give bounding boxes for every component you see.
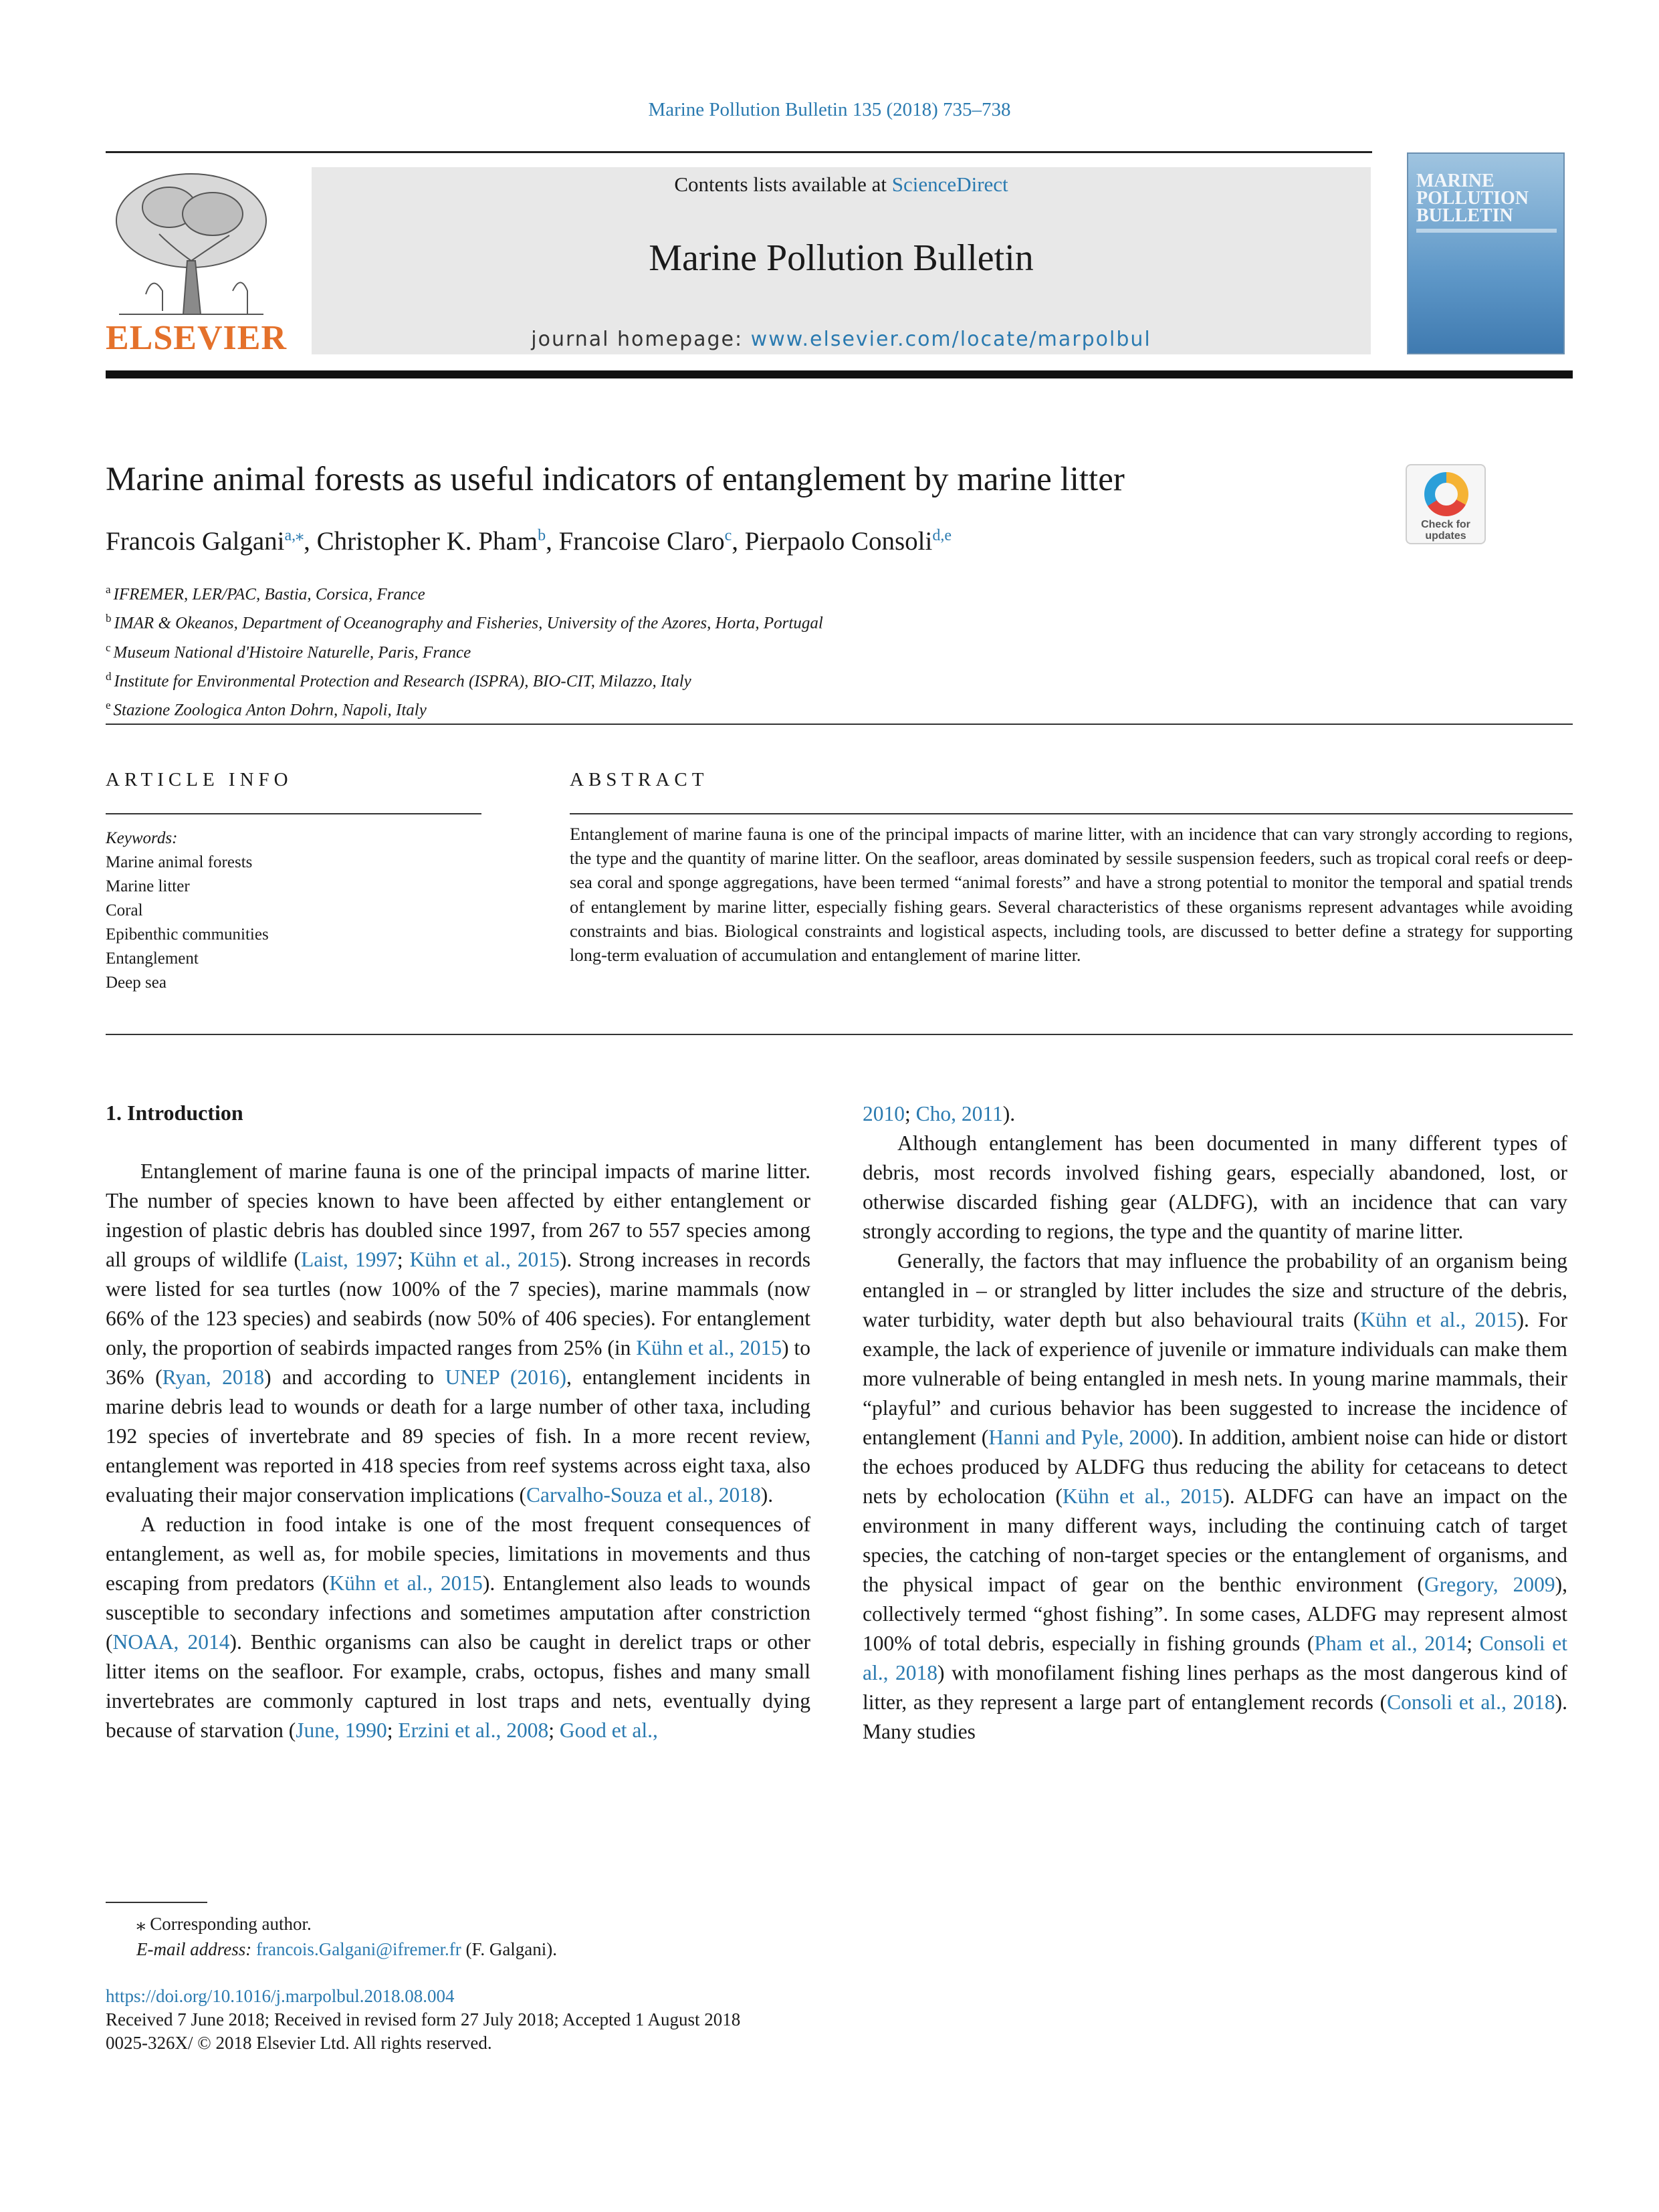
paragraph-text: , entanglement incidents in marine debris lead to wounds or death for a large number of other taxa, including 192 species of invertebrate and 89 species of fish. In a more recent review, entanglement was reported in 418 species from reef systems across eight taxa, also evaluating their major conservation implications (	[106, 1365, 810, 1507]
body-paragraph	[106, 1510, 810, 1745]
affiliation-item	[106, 578, 823, 606]
body-paragraph	[106, 1157, 810, 1510]
paragraph-text: ), collectively termed “ghost fishing”. In some cases, ALDFG may represent almost 100% of total debris, especially in fishing grounds (	[863, 1573, 1567, 1655]
affiliation-item	[106, 665, 823, 693]
footnote-block	[106, 1911, 557, 1962]
footnote-rule	[106, 1902, 207, 1903]
author-affiliation-marker[interactable]: b	[538, 527, 546, 544]
corresponding-author-note: ⁎ Corresponding author.	[136, 1914, 312, 1934]
header-thick-rule	[106, 370, 1573, 378]
email-line	[106, 1937, 557, 1962]
citation-link[interactable]: Kühn et al., 2015	[1360, 1308, 1517, 1331]
citation-link[interactable]: Kühn et al., 2015	[329, 1571, 483, 1595]
affiliation-text: IFREMER, LER/PAC, Bastia, Corsica, France	[113, 585, 425, 604]
author-name: Francois Galgani	[106, 527, 285, 556]
author-separator: ,	[304, 527, 317, 556]
affiliation-text: Stazione Zoologica Anton Dohrn, Napoli, Italy	[113, 701, 427, 720]
citation-link[interactable]: UNEP (2016)	[445, 1365, 566, 1389]
citation-link[interactable]: Erzini et al., 2008	[398, 1719, 549, 1742]
citation-link[interactable]: Cho, 2011	[915, 1102, 1003, 1125]
email-label: E-mail address:	[136, 1939, 256, 1959]
cover-divider	[1416, 229, 1557, 233]
paragraph-text: Generally, the factors that may influence the probability of an organism being entangled in – or strangled by litter includes the size and structure of the debris, water turbidity, water depth but also behavioural traits (	[863, 1249, 1567, 1331]
affiliation-list	[106, 578, 823, 723]
citation-link[interactable]: NOAA, 2014	[112, 1630, 230, 1654]
elsevier-logo[interactable]	[106, 167, 287, 361]
affiliation-marker: c	[106, 641, 111, 654]
citation-link[interactable]: Consoli et al., 2018	[863, 1632, 1567, 1684]
check-for-updates-button[interactable]	[1406, 464, 1486, 544]
author-list	[106, 526, 952, 556]
paragraph-text: ). For example, the lack of experience of juvenile or immature individuals can make them more vulnerable of being entangled in mesh nets. In young marine mammals, their “playful” and curious behavior has been suggested to increase the incidence of entanglement (	[863, 1308, 1568, 1449]
affiliation-text: Institute for Environmental Protection and Research (ISPRA), BIO-CIT, Milazzo, Italy	[114, 672, 691, 691]
paragraph-text: ). Many studies	[863, 1690, 1567, 1743]
citation-link[interactable]: Pham et al., 2014	[1314, 1632, 1467, 1655]
citation-link[interactable]: Consoli et al., 2018	[1387, 1690, 1555, 1714]
author-affiliation-marker[interactable]: c	[724, 527, 732, 544]
tree-icon	[106, 167, 277, 318]
body-column-left	[106, 1098, 810, 1745]
citation-link[interactable]: Good et al.,	[559, 1719, 658, 1742]
paragraph-text: Entanglement of marine fauna is one of the principal impacts of marine litter. The number of species known to have been affected by either entanglement or ingestion of plastic debris has doubled since 1997, from 267 to 557 species among all groups of wildlife (	[106, 1159, 810, 1271]
affiliation-item	[106, 606, 823, 635]
author-separator: ,	[732, 527, 745, 556]
affiliation-marker: d	[106, 669, 112, 683]
keywords-block	[106, 826, 269, 995]
publisher-wordmark: ELSEVIER	[106, 319, 287, 357]
author-separator: ,	[546, 527, 559, 556]
journal-cover-thumbnail[interactable]	[1407, 152, 1565, 354]
author-name: Francoise Claro	[558, 527, 725, 556]
paragraph-text: ). Entanglement also leads to wounds susceptible to secondary infections and sometimes amputation after constriction (	[106, 1571, 811, 1654]
affiliation-marker: a	[106, 583, 111, 596]
cover-title: MARINE POLLUTION BULLETIN	[1416, 171, 1529, 226]
article-info-heading: ARTICLE INFO	[106, 769, 293, 790]
journal-name: Marine Pollution Bulletin	[649, 237, 1034, 279]
keyword-item: Marine animal forests	[106, 853, 253, 871]
author-affiliation-marker[interactable]: d,e	[932, 527, 952, 544]
body-paragraph	[863, 1246, 1567, 1747]
paragraph-text: ) to 36% (	[106, 1336, 810, 1389]
keywords-label: Keywords:	[106, 829, 178, 847]
citation-link[interactable]: Laist, 1997	[301, 1248, 397, 1271]
publication-info	[106, 1985, 740, 2055]
paragraph-text: ) and according to	[264, 1365, 445, 1389]
paragraph-text: ;	[1466, 1632, 1480, 1655]
copyright-line: 0025-326X/ © 2018 Elsevier Ltd. All rights reserved.	[106, 2033, 492, 2053]
citation-link[interactable]: 2010	[863, 1102, 905, 1125]
paragraph-text: ). Strong increases in records were listed for sea turtles (now 100% of the 7 species), marine mammals (now 66% of the 123 species) and seabirds (now 50% of 406 species). For entanglement only, the proportion of seabirds impacted ranges from 25% (in	[106, 1248, 810, 1359]
citation-link[interactable]: Carvalho-Souza et al., 2018	[526, 1483, 761, 1507]
abstract-rule	[570, 813, 1573, 814]
citation-link[interactable]: Kühn et al., 2015	[636, 1336, 782, 1359]
section-rule	[106, 724, 1573, 725]
abstract-heading: ABSTRACT	[570, 769, 709, 790]
keyword-item: Entanglement	[106, 950, 199, 968]
affiliation-marker: e	[106, 699, 111, 712]
section-heading-introduction: 1. Introduction	[106, 1101, 243, 1125]
affiliation-text: IMAR & Okeanos, Department of Oceanography and Fisheries, University of the Azores, Horta, Portugal	[114, 614, 823, 633]
sciencedirect-link[interactable]: ScienceDirect	[891, 173, 1008, 196]
paragraph-text: A reduction in food intake is one of the most frequent consequences of entanglement, as well as, for mobile species, limitations in movements and thus escaping from predators (	[106, 1513, 810, 1595]
paragraph-text: ;	[548, 1719, 560, 1742]
journal-citation[interactable]: Marine Pollution Bulletin 135 (2018) 735–738	[648, 99, 1011, 120]
paragraph-text: ) with monofilament fishing lines perhaps as the most dangerous kind of litter, as they represent a large part of entanglement records (	[863, 1661, 1567, 1714]
citation-link[interactable]: Kühn et al., 2015	[409, 1248, 560, 1271]
paragraph-text: ).	[760, 1483, 774, 1507]
paragraph-text: ;	[905, 1102, 916, 1125]
homepage-prefix: journal homepage:	[531, 328, 751, 351]
author-affiliation-marker[interactable]: a,⁎	[284, 527, 304, 544]
body-column-right	[863, 1099, 1567, 1747]
contents-line	[312, 173, 1371, 197]
paragraph-text: ). ALDFG can have an impact on the environment in many different ways, including the continuing catch of target species, the catching of non-target species or the entanglement of organisms, and the physical impact of gear on the benthic environment (	[863, 1484, 1567, 1596]
keyword-item: Epibenthic communities	[106, 925, 269, 944]
paragraph-text: ).	[1002, 1102, 1016, 1125]
citation-link[interactable]: Kühn et al., 2015	[1062, 1484, 1223, 1508]
paragraph-text: ;	[397, 1248, 410, 1271]
abstract-text: Entanglement of marine fauna is one of the principal impacts of marine litter, with an incidence that can vary strongly according to regions, the type and the quantity of marine litter. On the seafloor, areas dominated by sessile suspension feeders, such as tropical coral reefs or deep-sea coral and sponge aggregations, have been termed “animal forests” and have a strong potential to monitor the temporal and spatial trends of entanglement by marine litter, especially fishing gears. Several characteristics of these organisms represent advantages while avoiding constraints and bias. Biological constraints and logistical aspects, including tools, are discussed to better define a strategy for supporting long-term evaluation of accumulation and entanglement of marine litter.	[570, 824, 1573, 966]
keyword-item: Marine litter	[106, 877, 190, 895]
affiliation-item	[106, 693, 823, 722]
journal-homepage	[312, 328, 1371, 351]
doi-link[interactable]: https://doi.org/10.1016/j.marpolbul.2018.08.004	[106, 1986, 455, 2006]
section-rule-2	[106, 1034, 1573, 1035]
paragraph-text: Although entanglement has been documented in many different types of debris, most records involved fishing gears, especially abandoned, lost, or otherwise discarded fishing gear (ALDFG), with an incidence that can vary strongly according to regions, the type and the quantity of marine litter.	[863, 1131, 1567, 1243]
author-name: Christopher K. Pham	[316, 527, 538, 556]
citation-link[interactable]: Ryan, 2018	[162, 1365, 265, 1389]
body-paragraph	[863, 1099, 1567, 1129]
contents-prefix: Contents lists available at	[674, 173, 892, 196]
paragraph-text: ;	[386, 1719, 399, 1742]
keyword-item: Coral	[106, 901, 143, 919]
check-updates-label: Check for updates	[1421, 519, 1470, 542]
author-name: Pierpaolo Consoli	[744, 527, 933, 556]
header-rule	[106, 151, 1372, 153]
article-title: Marine animal forests as useful indicators of entanglement by marine litter	[106, 461, 1125, 498]
citation-link[interactable]: June, 1990	[296, 1719, 387, 1742]
affiliation-text: Museum National d'Histoire Naturelle, Paris, France	[113, 643, 471, 661]
paragraph-text: ). Benthic organisms can also be caught in derelict traps or other litter items on the seafloor. For example, crabs, octopus, fishes and many small invertebrates are commonly captured in lost traps and nets, eventually dying because of starvation (	[106, 1630, 811, 1742]
affiliation-marker: b	[106, 612, 112, 625]
email-suffix: (F. Galgani).	[461, 1939, 558, 1959]
citation-link[interactable]: Hanni and Pyle, 2000	[988, 1426, 1172, 1449]
check-updates-icon-center	[1435, 483, 1458, 506]
check-updates-icon	[1424, 472, 1468, 516]
paragraph-text: ). In addition, ambient noise can hide or distort the echoes produced by ALDFG thus reducing the ability for cetaceans to detect nets by echolocation (	[863, 1426, 1567, 1508]
body-paragraph	[863, 1129, 1567, 1246]
email-link[interactable]: francois.Galgani@ifremer.fr	[255, 1939, 461, 1959]
affiliation-item	[106, 636, 823, 665]
keyword-item: Deep sea	[106, 974, 167, 992]
received-dates: Received 7 June 2018; Received in revised form 27 July 2018; Accepted 1 August 2018	[106, 2009, 741, 2029]
homepage-link[interactable]: www.elsevier.com/locate/marpolbul	[750, 328, 1151, 351]
article-info-rule	[106, 813, 481, 814]
citation-link[interactable]: Gregory, 2009	[1424, 1573, 1555, 1596]
